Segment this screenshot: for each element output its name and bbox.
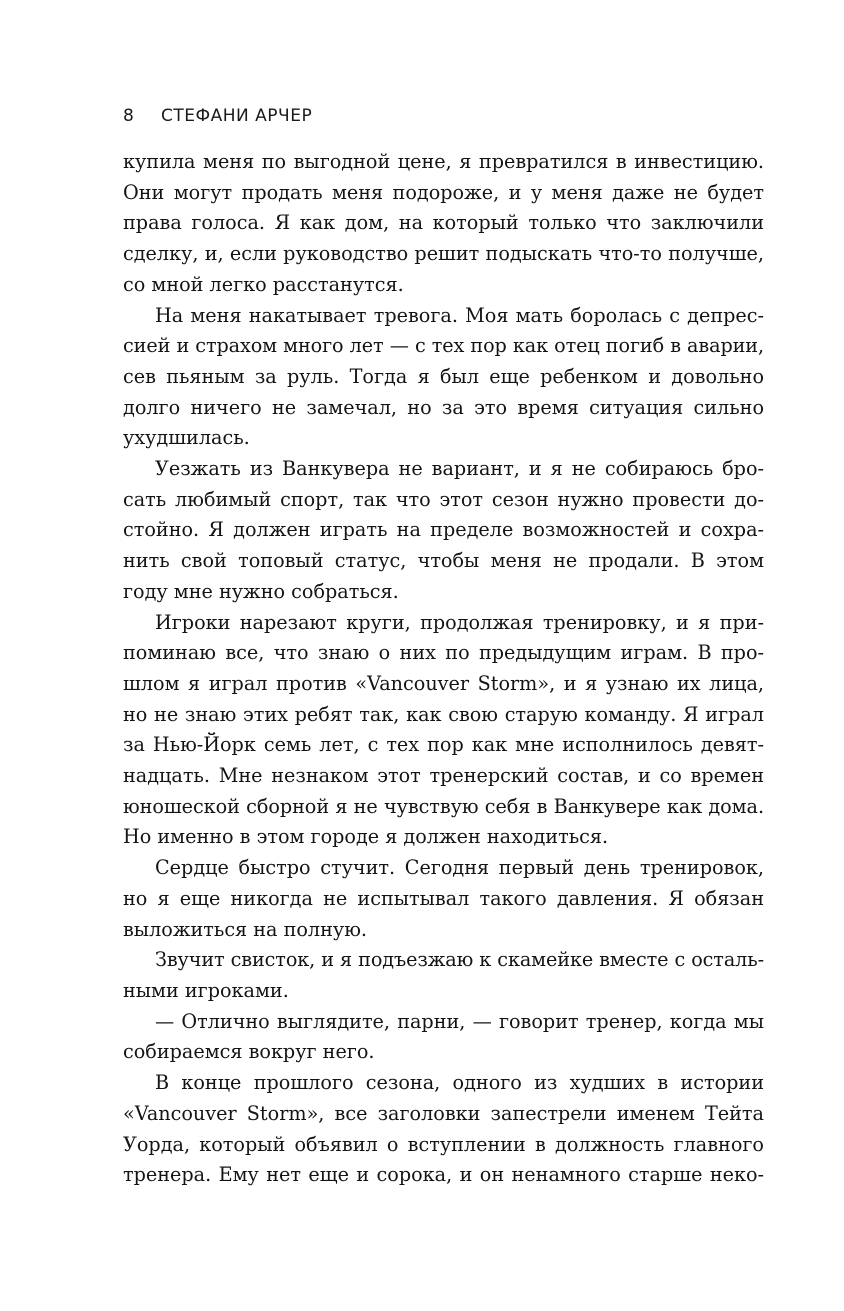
text-line: со мной легко расстанутся. bbox=[123, 272, 404, 296]
text-line: сией и страхом много лет — с тех пор как отец погиб в аварии, bbox=[123, 334, 764, 358]
text-line: Уорда, который объявил о вступлении в должность главного bbox=[123, 1132, 764, 1156]
body-text bbox=[123, 147, 764, 1191]
text-line: за Нью-Йорк семь лет, с тех пор как мне исполнилось девят- bbox=[123, 733, 764, 757]
text-line: Уезжать из Ванкувера не вариант, и я не собираюсь бро- bbox=[155, 457, 764, 481]
paragraph bbox=[123, 608, 764, 854]
text-line: В конце прошлого сезона, одного из худших в истории bbox=[155, 1071, 764, 1095]
page-number: 8 bbox=[123, 106, 135, 126]
text-line: юношеской сборной я не чувствую себя в Ванкувере как дома. bbox=[123, 794, 764, 818]
paragraph bbox=[123, 301, 764, 455]
text-line: — Отлично выглядите, парни, — говорит тренер, когда мы bbox=[155, 1009, 764, 1033]
text-line: выложиться на полную. bbox=[123, 917, 368, 941]
text-line: ухудшилась. bbox=[123, 426, 250, 450]
text-line: права голоса. Я как дом, на который только что заключили bbox=[123, 211, 764, 235]
text-line: нить свой топовый статус, чтобы меня не продали. В этом bbox=[123, 549, 764, 573]
paragraph bbox=[123, 1007, 764, 1068]
text-line: тренера. Ему нет еще и сорока, и он ненамного старше неко- bbox=[123, 1163, 764, 1187]
paragraph bbox=[123, 853, 764, 945]
paragraph bbox=[123, 454, 764, 608]
paragraph bbox=[123, 147, 764, 301]
text-line: долго ничего не замечал, но за это время ситуация сильно bbox=[123, 395, 764, 419]
paragraph bbox=[123, 1068, 764, 1191]
text-line: поминаю все, что знаю о них по предыдущим играм. В про- bbox=[123, 641, 764, 665]
text-line: сделку, и, если руководство решит подыскать что-то получше, bbox=[123, 242, 764, 266]
text-line: Игроки нарезают круги, продолжая тренировку, и я при- bbox=[155, 610, 764, 634]
text-line: но не знаю этих ребят так, как свою старую команду. Я играл bbox=[123, 702, 764, 726]
text-line: купила меня по выгодной цене, я превратился в инвестицию. bbox=[123, 150, 764, 173]
text-line: Звучит свисток, и я подъезжаю к скамейке вместе с осталь- bbox=[155, 948, 764, 972]
text-line: На меня накатывает тревога. Моя мать боролась с депрес- bbox=[155, 303, 764, 327]
text-line: году мне нужно собраться. bbox=[123, 579, 399, 603]
text-line: надцать. Мне незнаком этот тренерский состав, и со времен bbox=[123, 764, 764, 788]
paragraph bbox=[123, 945, 764, 1006]
text-line: Но именно в этом городе я должен находиться. bbox=[123, 825, 609, 849]
text-line: ными игроками. bbox=[123, 978, 289, 1002]
text-line: шлом я играл против «Vancouver Storm», и я узнаю их лица, bbox=[123, 671, 764, 695]
text-line: но я еще никогда не испытывал такого давления. Я обязан bbox=[123, 886, 764, 910]
text-line: стойно. Я должен играть на пределе возможностей и сохра- bbox=[123, 518, 764, 542]
author-name: СТЕФАНИ АРЧЕР bbox=[161, 106, 313, 126]
text-line: сев пьяным за руль. Тогда я был еще ребенком и довольно bbox=[123, 364, 764, 388]
text-line: собираемся вокруг него. bbox=[123, 1040, 375, 1064]
text-line: «Vancouver Storm», все заголовки запестрели именем Тейта bbox=[123, 1101, 764, 1125]
running-head bbox=[123, 104, 312, 128]
text-line: Они могут продать меня подороже, и у меня даже не будет bbox=[123, 180, 764, 204]
text-line: Сердце быстро стучит. Сегодня первый день тренировок, bbox=[155, 856, 764, 880]
text-line: сать любимый спорт, так что этот сезон нужно провести до- bbox=[123, 487, 764, 511]
